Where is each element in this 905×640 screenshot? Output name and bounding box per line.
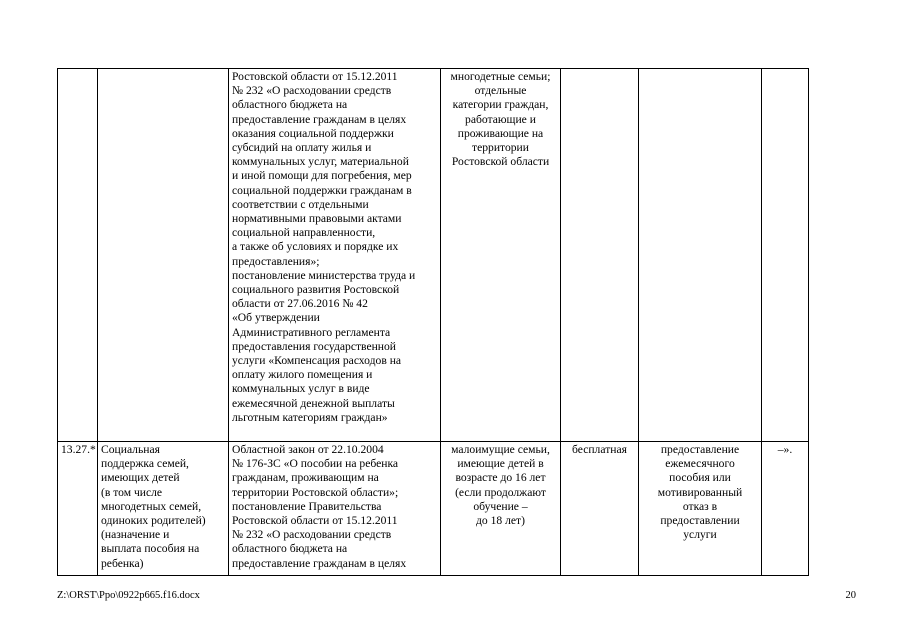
cell-text-line: –». xyxy=(777,443,793,456)
cell-text-line: предоставление гражданам в целях xyxy=(232,556,407,570)
cell-text-line: предоставления»; xyxy=(232,254,320,268)
cell-text-line: социальной направленности, xyxy=(232,226,376,240)
cell-text-line: ежемесячной денежной выплаты xyxy=(232,396,395,410)
cell-text-line: коммунальных услуг в виде xyxy=(232,382,370,396)
row-number: 13.27.* xyxy=(61,443,96,456)
payment-cell xyxy=(561,442,639,576)
recipients-cell xyxy=(441,69,561,442)
cell-text-line: «Об утверждении xyxy=(232,311,320,325)
cell-text-line: обучение – xyxy=(473,499,528,513)
cell-text-line: Административного регламента xyxy=(232,325,391,339)
cell-text-line: ежемесячного xyxy=(665,457,735,471)
cell-text-line: предоставление гражданам в целях xyxy=(232,112,407,126)
cell-text-line: социальной поддержки гражданам в xyxy=(232,183,412,197)
cell-text-line: Ростовской области от 15.12.2011 xyxy=(232,514,398,528)
service-name-cell xyxy=(98,442,229,576)
cell-text-line: проживающие на xyxy=(457,126,544,140)
cell-text-line: гражданам, проживающим на xyxy=(232,471,379,485)
last-cell xyxy=(762,442,809,576)
cell-text-line: социального развития Ростовской xyxy=(232,283,400,297)
cell-text-line: работающие и xyxy=(465,112,536,126)
cell-text-line: № 232 «О расходовании средств xyxy=(232,528,392,542)
result-cell xyxy=(639,442,762,576)
cell-text-line: предоставлении xyxy=(660,514,740,528)
cell-text-line: одиноких родителей) xyxy=(101,514,206,528)
cell-text-line: № 232 «О расходовании средств xyxy=(232,84,392,98)
payment-cell xyxy=(561,69,639,442)
cell-text-line: (если продолжают xyxy=(455,485,546,499)
service-name-cell xyxy=(98,69,229,442)
legal-basis-cell xyxy=(229,69,441,442)
row-number-cell xyxy=(58,442,98,576)
last-cell xyxy=(762,69,809,442)
cell-text-line: оказания социальной поддержки xyxy=(232,126,394,140)
cell-text-line: мотивированный xyxy=(657,485,743,499)
cell-text-line: многодетные семьи; xyxy=(450,70,551,83)
cell-text-line: выплата пособия на xyxy=(101,542,200,556)
cell-text-line: территории xyxy=(472,141,529,155)
cell-text-line: областного бюджета на xyxy=(232,542,348,556)
services-table xyxy=(57,68,809,576)
cell-text-line: а также об условиях и порядке их xyxy=(232,240,399,254)
cell-text-line: № 176-ЗС «О пособии на ребенка xyxy=(232,457,399,471)
table-row xyxy=(58,69,809,442)
cell-text-line: соответствии с отдельными xyxy=(232,197,369,211)
cell-text-line: отдельные xyxy=(474,84,527,98)
cell-text-line: ребенка) xyxy=(101,556,144,570)
cell-text-line: многодетных семей, xyxy=(101,499,202,513)
cell-text-line: до 18 лет) xyxy=(476,514,525,528)
cell-text-line: постановление Правительства xyxy=(232,499,382,513)
cell-text-line: территории Ростовской области»; xyxy=(232,485,399,499)
cell-text-line: отказ в xyxy=(682,499,718,513)
cell-text-line: пособия или xyxy=(669,471,731,485)
table-row xyxy=(58,442,809,576)
cell-text-line: Областной закон от 22.10.2004 xyxy=(232,443,384,456)
cell-text-line: Социальная xyxy=(101,443,160,456)
cell-text-line: оплату жилого помещения и xyxy=(232,368,373,382)
cell-text-line: постановление министерства труда и xyxy=(232,268,416,282)
cell-text-line: коммунальных услуг, материальной xyxy=(232,155,409,169)
row-number-cell xyxy=(58,69,98,442)
legal-basis-cell xyxy=(229,442,441,576)
cell-text-line: Ростовской области xyxy=(451,155,550,169)
cell-text-line: нормативными правовыми актами xyxy=(232,212,402,226)
cell-text-line: имеющих детей xyxy=(101,471,180,485)
cell-text-line: услуги «Компенсация расходов на xyxy=(232,354,402,368)
recipients-cell xyxy=(441,442,561,576)
cell-text-line: малоимущие семьи, xyxy=(451,443,550,456)
result-cell xyxy=(639,69,762,442)
cell-text-line: области от 27.06.2016 № 42 xyxy=(232,297,368,311)
cell-text-line: возрасте до 16 лет xyxy=(455,471,546,485)
cell-text-line: предоставление xyxy=(660,443,740,456)
cell-text-line: поддержка семей, xyxy=(101,457,189,471)
cell-text-line: областного бюджета на xyxy=(232,98,348,112)
cell-text-line: субсидий на оплату жилья и xyxy=(232,141,372,155)
footer-file-path: Z:\ORST\Ppo\0922p665.f16.docx xyxy=(57,590,200,601)
cell-text-line: предоставления государственной xyxy=(232,339,396,353)
cell-text-line: (назначение и xyxy=(101,528,170,542)
cell-text-line: бесплатная xyxy=(572,443,627,456)
cell-text-line: и иной помощи для погребения, мер xyxy=(232,169,412,183)
cell-text-line: имеющие детей в xyxy=(457,457,544,471)
cell-text-line: (в том числе xyxy=(101,485,163,499)
cell-text-line: категории граждан, xyxy=(452,98,549,112)
cell-text-line: Ростовской области от 15.12.2011 xyxy=(232,70,398,83)
cell-text-line: льготным категориям граждан» xyxy=(232,410,388,424)
cell-text-line: услуги xyxy=(683,528,717,542)
page-number: 20 xyxy=(845,590,856,601)
